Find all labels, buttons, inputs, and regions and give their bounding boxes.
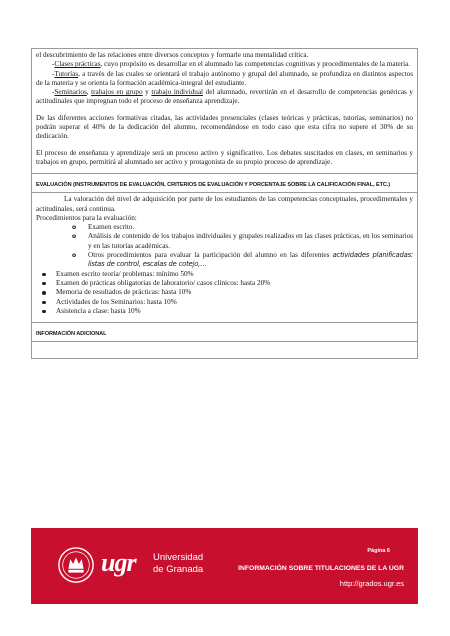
bullet-icon <box>42 273 46 277</box>
dash: - <box>52 69 55 78</box>
university-name <box>153 552 203 576</box>
list-item <box>72 232 413 251</box>
page-number: Página 6 <box>367 548 390 554</box>
paragraph-text: del alumnado, revertirán en el desarrollo de competencias genéricas y actitudinales que impregnan todo el proceso de enseñanza aprendizaje. <box>36 88 413 106</box>
group-work-term: trabajos en grupo <box>91 88 143 97</box>
bullet-icon <box>42 301 46 305</box>
dash: - <box>52 88 55 97</box>
list-item-text: Análisis de contenido de los trabajos individuales y grupales realizados en las clases prácticas, en los seminarios y en las tutorías académicas. <box>88 232 413 250</box>
paragraph-dedication: De las diferentes acciones formativas citadas, las actividades presenciales (clases teóricas y prácticas, tutorías, seminarios) no podrán superar el 40% de la dedicación del alumno, recomendándose en todo caso que esta cifra no supere el 30% de su dedicación. <box>36 113 413 141</box>
handwritten-style-text: actividades planificadas: listas de control, escalas de cotejo,… <box>88 251 414 269</box>
paragraph-active-process: El proceso de enseñanza y aprendizaje será un proceso activo y significativo. Los debates suscitados en clases, en seminarios y trabajos en grupo, permitirá al alumnado ser activo y protagonista de su propio proceso de aprendizaje. <box>36 148 413 166</box>
list-item-text: Actividades de los Seminarios: hasta 10% <box>56 297 177 306</box>
list-item <box>42 270 413 279</box>
individual-work-term: trabajo individual <box>151 88 204 97</box>
list-item-text: Memoria de resultados de prácticas: hasta 10% <box>56 288 192 297</box>
paragraph-seminars <box>36 88 413 107</box>
bullet-icon <box>42 310 46 314</box>
evaluation-intro: La valoración del nivel de adquisición por parte de los estudiantes de las competencias conceptuales, procedimentales y actitudinales, será continua. <box>36 195 413 213</box>
degree-info-title: INFORMACIÓN SOBRE TITULACIONES DE LA UGR <box>238 565 404 572</box>
paragraph-practical-classes <box>36 60 413 69</box>
paragraph-text: , a través de las cuales se orientará el trabajo autónomo y grupal del alumnado, se profundiza en distintos aspectos de la materia y se orienta la formación académica-integral del estudiante. <box>36 69 413 87</box>
ugr-logo-text: ugr <box>101 548 136 577</box>
website-url[interactable]: http://grados.ugr.es <box>339 579 404 588</box>
guide-table <box>31 48 418 359</box>
seminars-term: Seminarios <box>54 88 87 97</box>
list-item-text: Examen de prácticas obligatorias de laboratorio/ casos clínicos: hasta 20% <box>56 278 271 287</box>
paragraph-tutorials <box>36 70 413 89</box>
tutorials-term: Tutorías <box>54 69 79 78</box>
footer-banner <box>31 528 418 604</box>
circle-bullet-icon: o <box>72 233 77 241</box>
dash: - <box>52 60 55 69</box>
list-item <box>72 223 413 232</box>
list-item <box>72 251 413 270</box>
university-name-line: Universidad <box>153 552 204 563</box>
procedures-label: Procedimientos para la evaluación: <box>36 213 137 222</box>
paragraph-text: , cuyo propósito es desarrollar en el alumnado las competencias cognitivas y procedimentales de la materia. <box>100 60 411 69</box>
list-item <box>42 307 413 316</box>
list-item-text: Asistencia a clase: hasta 10% <box>56 306 141 315</box>
list-item <box>42 298 413 307</box>
practical-classes-term: Clases prácticas <box>54 60 101 69</box>
list-item-text: Examen escrito. <box>88 223 135 232</box>
criteria-list <box>36 270 413 316</box>
circle-bullet-icon: o <box>72 252 77 260</box>
list-item-text: Otros procedimientos para evaluar la participación del alumno en las diferentes <box>88 251 330 260</box>
university-name-line: de Granada <box>153 564 204 575</box>
additional-info-heading: INFORMACIÓN ADICIONAL <box>36 331 107 338</box>
paragraph: el descubrimiento de las relaciones entre diversos conceptos y formarle una mentalidad crítica. <box>36 51 309 59</box>
list-item-text: Examen escrito teoría/ problemas: mínimo 50% <box>56 269 194 278</box>
additional-info-cell <box>32 342 417 358</box>
list-item <box>42 279 413 288</box>
circle-bullet-icon: o <box>72 224 77 232</box>
methodology-cell <box>32 49 417 173</box>
list-item <box>42 288 413 297</box>
evaluation-cell <box>32 193 417 322</box>
university-seal-icon <box>57 546 95 584</box>
separator-text: , <box>86 88 92 97</box>
bullet-icon <box>42 282 46 286</box>
procedures-list <box>36 223 413 269</box>
bullet-icon <box>42 291 46 295</box>
separator-text: y <box>142 88 152 97</box>
evaluation-heading: EVALUACIÓN (INSTRUMENTOS DE EVALUACIÓN, CRITERIOS DE EVALUACIÓN Y PORCENTAJE SOBRE LA CALIFICACIÓN FINAL, ETC.) <box>36 182 391 189</box>
